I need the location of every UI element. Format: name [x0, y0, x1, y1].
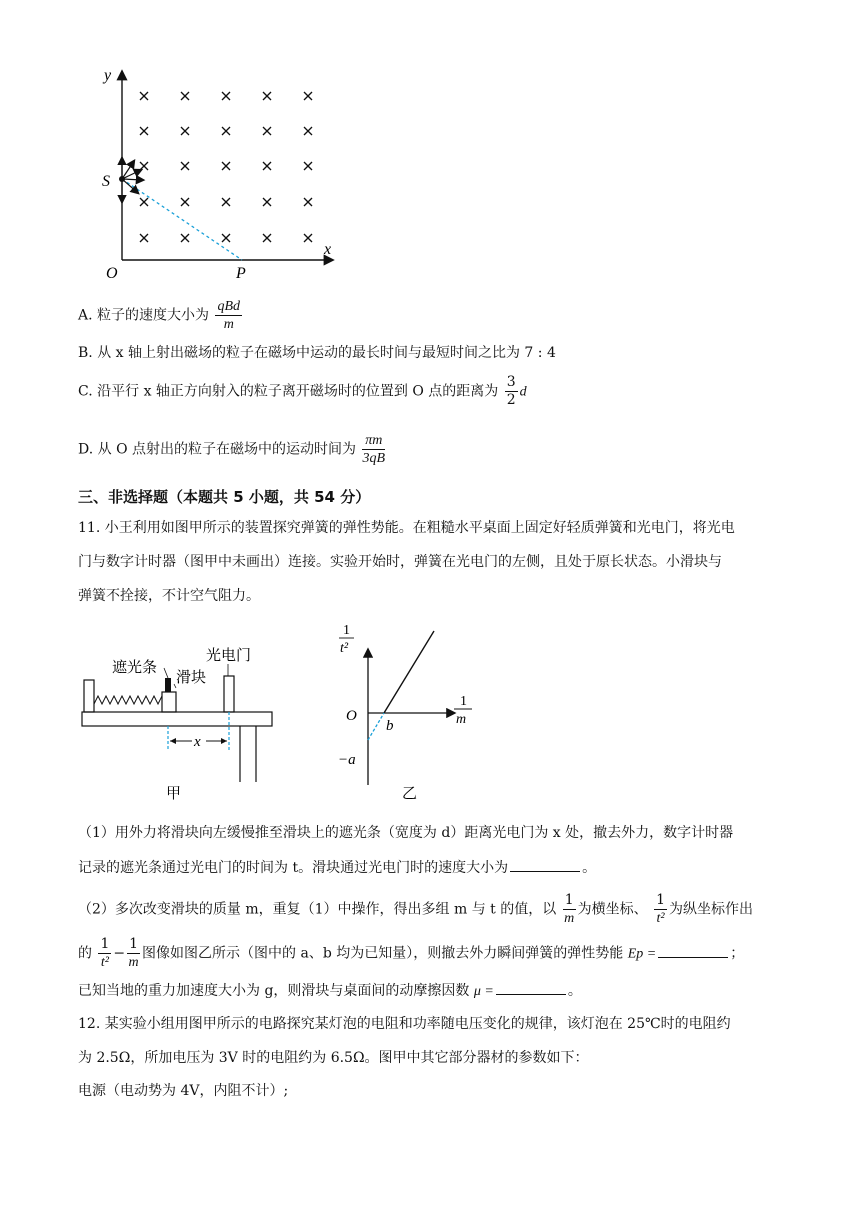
yi-label-b: b	[386, 718, 394, 734]
q11-part2-line1: （2）多次改变滑块的质量 m，重复（1）中操作，得出多组 m 与 t 的值，以 $\frac{1}{m}$ 为横坐标、 $\frac{1}{\text{t²}}$ 为纵坐标作出	[78, 892, 753, 926]
label-gate: 光电门	[206, 646, 252, 664]
option-c-fraction: $\frac{3}{2}$	[506, 374, 516, 408]
photo-gate	[224, 676, 234, 712]
answer-blank-friction[interactable]	[496, 980, 566, 995]
point-p-label: P	[236, 265, 246, 282]
q11-intro-1: 11. 小王利用如图甲所示的装置探究弹簧的弹性势能。在粗糙水平桌面上固定好轻质弹簧和光电门，将光电	[78, 520, 735, 536]
q12-line1: 12. 某实验小组用图甲所示的电路探究某灯泡的电阻和功率随电压变化的规律，该灯泡在 25℃时的电阻约	[78, 1016, 731, 1032]
option-d-fraction: $\frac{\pi m}{3qB}$	[362, 433, 386, 466]
magnetic-field-figure	[80, 62, 350, 292]
y-axis-label: y	[104, 67, 112, 84]
frac-1-over-t2: $\frac{1}{\text{t²}}$	[656, 892, 665, 926]
answer-blank-velocity[interactable]	[510, 857, 580, 872]
q12-line2: 为 2.5Ω，所加电压为 3V 时的电阻约为 6.5Ω。图甲中其它部分器材的参数如下：	[78, 1050, 589, 1066]
yi-graph-line	[384, 631, 434, 713]
frac-graph-y: $\frac{1}{\text{t²}}$	[100, 936, 110, 970]
figure-yi-graph	[330, 620, 480, 805]
yi-y-den: t²	[340, 641, 349, 656]
q11-intro-3: 弹簧不拴接，不计空气阻力。	[78, 588, 260, 604]
yi-x-den: m	[456, 712, 467, 727]
option-c: C. 沿平行 x 轴正方向射入的粒子离开磁场时的位置到 O 点的距离为 $\frac{3}{2}$ d	[78, 374, 527, 408]
q12-line3: 电源（电动势为 4V，内阻不计）;	[78, 1083, 289, 1099]
shading-strip	[165, 678, 171, 692]
option-a-fraction: $\frac{\text{qBd}}{m}$	[217, 299, 241, 332]
yi-x-num: 1	[460, 694, 467, 709]
q11-part1-line2: 记录的遮光条通过光电门的时间为 t。滑块通过光电门时的速度大小为 。	[78, 857, 596, 878]
answer-blank-energy[interactable]	[658, 943, 728, 958]
source-label: S	[102, 173, 110, 190]
yi-label-neg-a: −a	[338, 752, 356, 768]
yi-y-num: 1	[343, 623, 350, 638]
caption-jia: 甲	[166, 784, 182, 802]
x-axis-label: x	[324, 241, 332, 258]
label-x: x	[194, 734, 201, 750]
dashed-line-sp	[122, 179, 242, 260]
yi-graph-extension	[368, 713, 384, 740]
yi-origin: O	[346, 708, 357, 724]
frac-graph-x: $\frac{1}{m}$	[128, 936, 139, 970]
section-heading: 三、非选择题（本题共 5 小题，共 54 分）	[78, 488, 371, 506]
label-shading: 遮光条	[112, 658, 158, 676]
figure-jia-apparatus	[80, 640, 280, 805]
label-slider: 滑块	[176, 668, 207, 686]
option-d: D. 从 O 点射出的粒子在磁场中的运动时间为 $\frac{\pi m}{3qB}$	[78, 433, 386, 466]
origin-label: O	[106, 265, 118, 282]
q11-part2-line2: 的 $\frac{1}{\text{t²}}$ − $\frac{1}{m}$ 图像如图乙所示（图中的 a、b 均为已知量），则撤去外力瞬间弹簧的弹性势能 Ep = ；	[78, 936, 745, 970]
source-point	[119, 176, 125, 182]
q11-part1-line1: （1）用外力将滑块向左缓慢推至滑块上的遮光条（宽度为 d）距离光电门为 x 处，撤去外力，数字计时器	[78, 825, 734, 841]
caption-yi: 乙	[402, 784, 418, 802]
frac-1-over-m: $\frac{1}{m}$	[564, 892, 575, 926]
q11-intro-2: 门与数字计时器（图甲中未画出）连接。实验开始时，弹簧在光电门的左侧，且处于原长状态。小滑块与	[78, 554, 722, 570]
q11-part2-line3: 已知当地的重力加速度大小为 g，则滑块与桌面间的动摩擦因数 μ = 。	[78, 980, 582, 1002]
field-cross-marks	[140, 92, 312, 242]
option-b: B. 从 x 轴上射出磁场的粒子在磁场中运动的最长时间与最短时间之比为 7 : 4	[78, 345, 556, 361]
spring	[94, 696, 162, 704]
option-a: A. 粒子的速度大小为 $\frac{\text{qBd}}{m}$	[78, 299, 241, 332]
velocity-arrows	[122, 158, 143, 202]
slider-block	[162, 692, 176, 712]
